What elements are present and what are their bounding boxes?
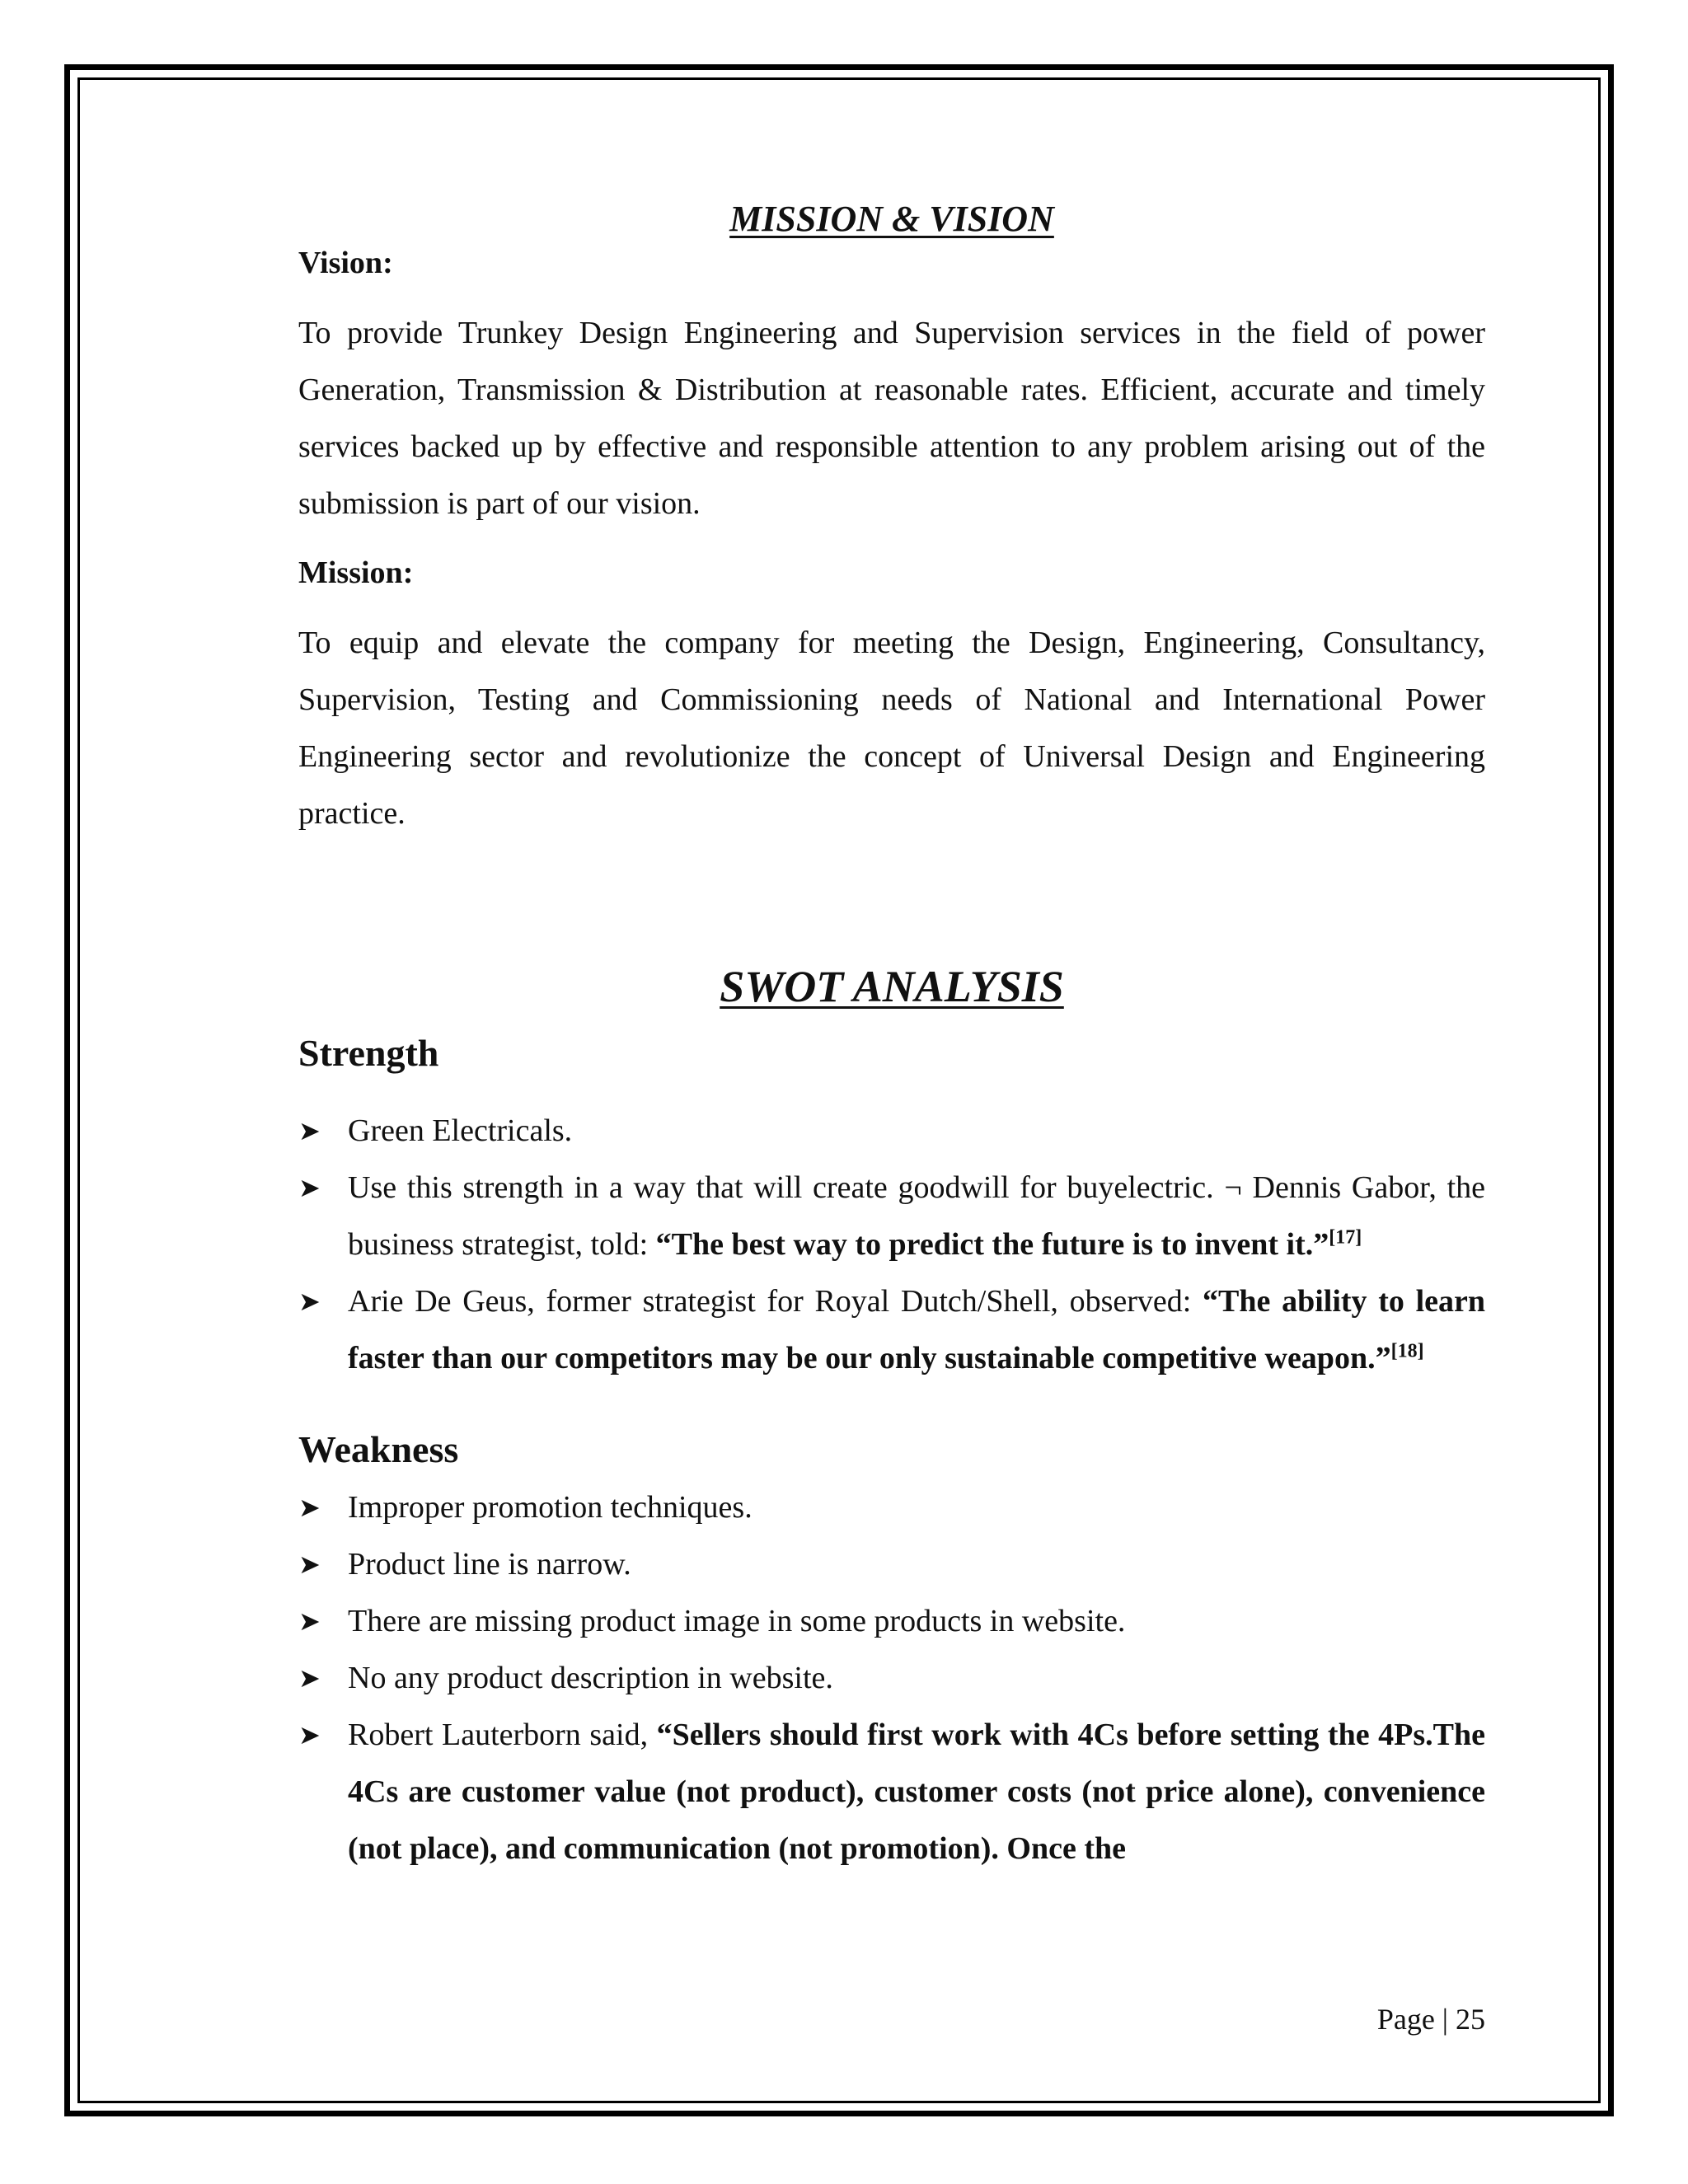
list-item-text: Green Electricals. [348,1113,573,1148]
quote-text: “Sellers should first work with 4Cs before setting the 4Ps.The 4Cs are customer value (not product), customer costs (not price alone), convenience (not place), and communication (not promotion). Once the [348,1718,1485,1866]
arrow-bullet-icon: ➤ [298,1492,321,1523]
arrow-bullet-icon: ➤ [298,1605,321,1637]
citation-ref: [18] [1390,1340,1424,1362]
list-item [298,1593,1485,1650]
list-item [298,1273,1485,1387]
list-item [298,1707,1485,1877]
list-item [298,1160,1485,1273]
quote-text: “The best way to predict the future is to invent it.” [655,1227,1329,1262]
list-item-text: There are missing product image in some products in website. [348,1604,1126,1638]
weakness-heading: Weakness [298,1428,459,1470]
strength-heading: Strength [298,1032,439,1074]
arrow-bullet-icon: ➤ [298,1719,321,1750]
vision-paragraph: To provide Trunkey Design Engineering and Supervision services in the field of power Generation, Transmission & Distribution at reasonable rates. Efficient, accurate and timely services backed up by effective and responsible attention to any problem arising out of the submission is part of our vision. [298,316,1485,521]
arrow-bullet-icon: ➤ [298,1549,321,1580]
swot-title: SWOT ANALYSIS [720,962,1064,1011]
mission-label: Mission: [298,555,414,590]
weakness-list [298,1479,1485,1877]
quote-text: “The ability to learn faster than our competitors may be our only sustainable competitive weapon.” [348,1284,1485,1376]
list-item [298,1479,1485,1536]
page-number: Page | 25 [1376,2003,1485,2036]
strength-list [298,1103,1485,1387]
arrow-bullet-icon: ➤ [298,1172,321,1203]
list-item-text: No any product description in website. [348,1661,833,1695]
mission-vision-title: MISSION & VISION [729,199,1054,239]
arrow-bullet-icon: ➤ [298,1286,321,1317]
page-content [298,196,1485,1877]
citation-ref: [17] [1329,1226,1362,1249]
arrow-bullet-icon: ➤ [298,1662,321,1694]
list-item [298,1650,1485,1707]
list-item [298,1103,1485,1160]
list-item-text: Improper promotion techniques. [348,1490,753,1525]
vision-label: Vision: [298,246,393,280]
arrow-bullet-icon: ➤ [298,1115,321,1146]
list-item-text: Robert Lauterborn said, [348,1718,657,1752]
list-item [298,1536,1485,1593]
list-item-text: Use this strength in a way that will create goodwill for buyelectric. ¬ Dennis Gabor, the business strategist, told: [348,1170,1485,1262]
mission-paragraph: To equip and elevate the company for meeting the Design, Engineering, Consultancy, Supervision, Testing and Commissioning needs of National and International Power Engineering sector and revolutionize the concept of Universal Design and Engineering practice. [298,626,1485,831]
list-item-text: Product line is narrow. [348,1547,631,1582]
list-item-text: Arie De Geus, former strategist for Royal Dutch/Shell, observed: [348,1284,1203,1319]
